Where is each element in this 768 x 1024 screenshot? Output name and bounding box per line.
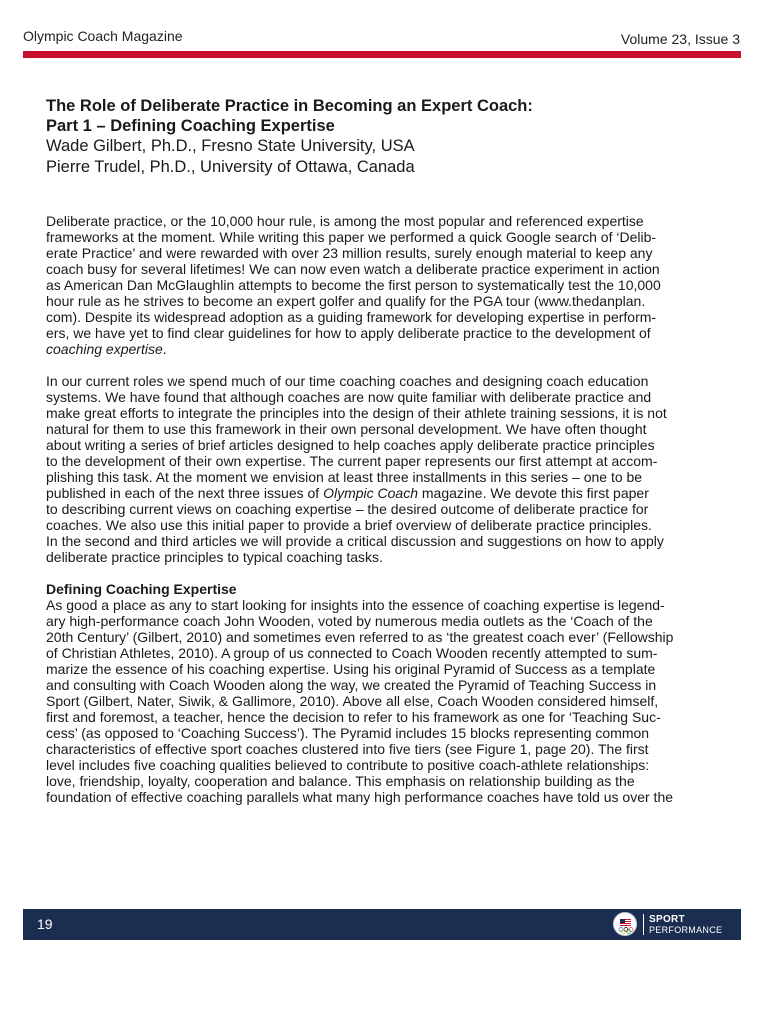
- text-line: Sport (Gilbert, Nater, Siwik, & Gallimore, 2010). Above all else, Coach Wooden considered himself,: [46, 693, 659, 709]
- paragraph-defining-expertise: [46, 597, 726, 805]
- text-line: foundation of effective coaching parallels what many high performance coaches have told us over the: [46, 789, 674, 805]
- author-line-1: Wade Gilbert, Ph.D., Fresno State University, USA: [46, 137, 415, 155]
- text-line: as American Dan McGlaughlin attempts to become the first person to systematically test the 10,000: [46, 277, 661, 293]
- text-line: love, friendship, loyalty, cooperation and balance. This emphasis on relationship building as the: [46, 773, 635, 789]
- text-line: coaches. We also use this initial paper to provide a brief overview of deliberate practice principles.: [46, 517, 652, 533]
- italic-text: Olympic Coach: [323, 485, 418, 501]
- sport-performance-logo: [613, 912, 737, 937]
- text-line: [46, 341, 726, 357]
- text-line: erate Practice’ and were rewarded with over 23 million results, surely enough material to keep any: [46, 245, 653, 261]
- text-line: make great efforts to integrate the principles into the design of their athlete training sessions, it is not: [46, 405, 667, 421]
- rings-icon: [618, 927, 634, 934]
- issue-label: Volume 23, Issue 3: [620, 31, 740, 47]
- text-span: .: [162, 341, 167, 357]
- article-subtitle: Part 1 – Defining Coaching Expertise: [46, 117, 335, 135]
- text-line: [46, 485, 726, 501]
- logo-text-sport: SPORT: [649, 914, 685, 925]
- text-line: In the second and third articles we will provide a critical discussion and suggestions on how to apply: [46, 533, 664, 549]
- text-line: to describing current views on coaching expertise – the desired outcome of deliberate practice for: [46, 501, 649, 517]
- olympic-rings-icon: [613, 912, 637, 936]
- italic-text: coaching expertise: [46, 341, 163, 357]
- text-line: plishing this task. At the moment we envision at least three installments in this series – one to be: [46, 469, 643, 485]
- paragraph-intro: [46, 213, 726, 357]
- article-title-block: [46, 96, 726, 178]
- text-line: level includes five coaching qualities believed to contribute to positive coach-athlete relationships:: [46, 757, 650, 773]
- flag-icon: [620, 919, 631, 926]
- logo-text-performance: PERFORMANCE: [649, 925, 723, 935]
- text-line: coach busy for several lifetimes! We can now even watch a deliberate practice experiment in action: [46, 261, 660, 277]
- page-header: [0, 0, 768, 60]
- author-line-2: Pierre Trudel, Ph.D., University of Ottawa, Canada: [46, 158, 415, 176]
- text-line: systems. We have found that although coaches are now quite familiar with deliberate practice and: [46, 389, 652, 405]
- text-line: marize the essence of his coaching expertise. Using his original Pyramid of Success as a template: [46, 661, 656, 677]
- logo-divider: [643, 914, 644, 935]
- text-line: com). Despite its widespread adoption as a guiding framework for developing expertise in perform-: [46, 309, 657, 325]
- page-footer: [23, 909, 741, 940]
- text-line: deliberate practice principles to typical coaching tasks.: [46, 549, 383, 565]
- section-heading: Defining Coaching Expertise: [46, 581, 237, 597]
- text-line: ers, we have yet to find clear guidelines for how to apply deliberate practice to the development of: [46, 325, 651, 341]
- text-line: hour rule as he strives to become an expert golfer and qualify for the PGA tour (www.thedanplan.: [46, 293, 646, 309]
- article-body: [46, 213, 726, 805]
- header-rule: [23, 51, 741, 58]
- text-line: characteristics of effective sport coaches clustered into five tiers (see Figure 1, page 20). The first: [46, 741, 649, 757]
- text-line: As good a place as any to start looking for insights into the essence of coaching expertise is legend-: [46, 597, 665, 613]
- text-line: and consulting with Coach Wooden along the way, we created the Pyramid of Teaching Success in: [46, 677, 657, 693]
- article-title: The Role of Deliberate Practice in Becoming an Expert Coach:: [46, 97, 533, 115]
- text-line: 20th Century’ (Gilbert, 2010) and sometimes even referred to as ‘the greatest coach ever’ (Fellowship: [46, 629, 674, 645]
- text-line: natural for them to use this framework in their own personal development. We have often thought: [46, 421, 647, 437]
- text-span: magazine. We devote this first paper: [418, 485, 649, 501]
- text-line: about writing a series of brief articles designed to help coaches apply deliberate practice principles: [46, 437, 655, 453]
- text-line: ary high-performance coach John Wooden, voted by numerous media outlets as the ‘Coach of the: [46, 613, 653, 629]
- text-line: frameworks at the moment. While writing this paper we performed a quick Google search of ‘Delib-: [46, 229, 657, 245]
- page-number: 19: [37, 916, 53, 932]
- text-line: first and foremost, a teacher, hence the decision to refer to his framework as one for ‘Teaching Suc-: [46, 709, 661, 725]
- publication-name: Olympic Coach Magazine: [23, 28, 183, 44]
- text-line: of Christian Athletes, 2010). A group of us connected to Coach Wooden recently attempted to sum-: [46, 645, 658, 661]
- text-span: published in each of the next three issues of: [46, 485, 324, 501]
- text-line: In our current roles we spend much of our time coaching coaches and designing coach education: [46, 373, 649, 389]
- text-line: to the development of their own expertise. The current paper represents our first attempt at accom-: [46, 453, 658, 469]
- text-line: Deliberate practice, or the 10,000 hour rule, is among the most popular and referenced expertise: [46, 213, 644, 229]
- paragraph-current-roles: [46, 373, 726, 565]
- text-line: cess’ (as opposed to ‘Coaching Success’). The Pyramid includes 15 blocks representing common: [46, 725, 650, 741]
